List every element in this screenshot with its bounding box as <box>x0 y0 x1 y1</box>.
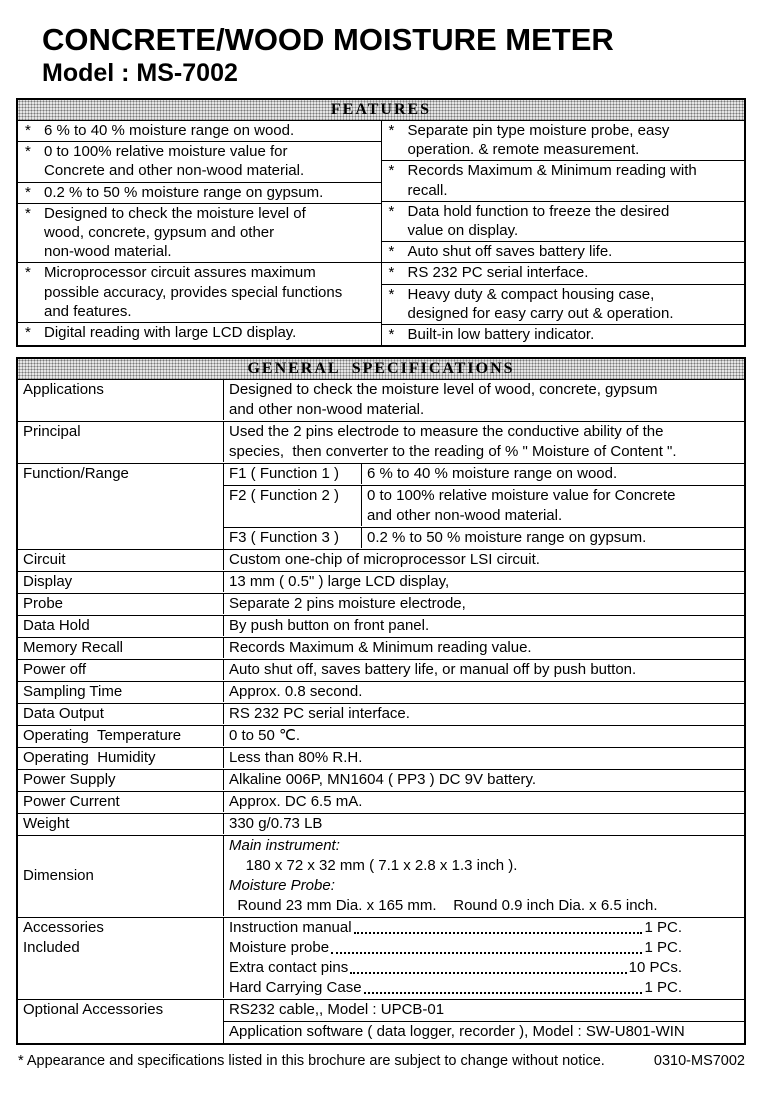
feature-item <box>18 121 381 141</box>
spec-value: Main instrument: 180 x 72 x 32 mm ( 7.1 x 2.8 x 1.3 inch ). Moisture Probe: Round 23 mm Dia. x 165 mm. Round 0.9 inch Dia. x 6.5 inch. <box>229 837 658 915</box>
feature-text: Records Maximum & Minimum reading with <box>407 162 697 180</box>
spec-row-operating-temperature: Operating Temperature 0 to 50 ℃. <box>18 725 744 747</box>
function-name: F1 ( Function 1 ) <box>224 464 362 484</box>
bullet-asterisk: * <box>388 285 395 303</box>
spec-row-dimension <box>18 835 744 917</box>
feature-text: Built-in low battery indicator. <box>407 326 595 344</box>
optional-row: RS232 cable,, Model : UPCB-01 <box>229 1001 445 1019</box>
accessory-item: Extra contact pins 10 PCs. <box>229 959 682 977</box>
feature-item <box>382 160 745 200</box>
specifications-table <box>16 357 746 1045</box>
spec-row-operating-humidity: Operating Humidity Less than 80% R.H. <box>18 747 744 769</box>
feature-text: operation. & remote measurement. <box>407 141 640 159</box>
spec-label: Principal <box>18 422 224 462</box>
bullet-asterisk: * <box>388 202 395 220</box>
spec-row-principal <box>18 421 744 463</box>
accessory-item: Instruction manual 1 PC. <box>229 919 682 937</box>
spec-row-applications <box>18 380 744 421</box>
feature-text: RS 232 PC serial interface. <box>407 264 589 282</box>
features-column-right <box>382 121 745 345</box>
bullet-asterisk: * <box>25 204 31 222</box>
function-desc: 0.2 % to 50 % moisture range on gypsum. <box>367 529 647 547</box>
title-block <box>0 0 761 88</box>
feature-text: possible accuracy, provides special functions <box>44 283 343 301</box>
feature-text: 0 to 100% relative moisture value for <box>44 143 288 161</box>
feature-item <box>18 141 381 181</box>
feature-item <box>382 241 745 262</box>
bullet-asterisk: * <box>388 264 395 282</box>
spec-row-weight: Weight 330 g/0.73 LB <box>18 813 744 835</box>
spec-row-accessories <box>18 917 744 999</box>
footer-doc-code: 0310-MS7002 <box>653 1053 745 1070</box>
feature-text: Concrete and other non-wood material. <box>44 162 305 180</box>
bullet-asterisk: * <box>388 162 395 180</box>
features-table <box>16 98 746 347</box>
optional-accessories-subtable <box>224 1000 744 1043</box>
spec-row-function-range <box>18 463 744 549</box>
function-desc: 0 to 100% relative moisture value for Concrete and other non-wood material. <box>367 487 676 525</box>
feature-text: designed for easy carry out & operation. <box>407 304 674 322</box>
spec-label: Applications <box>18 380 224 420</box>
function-row <box>224 527 744 549</box>
spec-row-memory-recall: Memory Recall Records Maximum & Minimum reading value. <box>18 637 744 659</box>
feature-text: Data hold function to freeze the desired <box>407 202 670 220</box>
features-body <box>18 121 744 345</box>
accessory-item: Moisture probe 1 PC. <box>229 939 682 957</box>
spec-label: Optional Accessories <box>18 1000 224 1043</box>
specifications-header: GENERAL SPECIFICATIONS <box>18 359 744 380</box>
dot-leader <box>350 972 626 974</box>
optional-row: Application software ( data logger, recorder ), Model : SW-U801-WIN <box>224 1021 744 1043</box>
features-column-left <box>18 121 382 345</box>
spec-value <box>224 918 744 998</box>
bullet-asterisk: * <box>388 326 395 344</box>
page-title: CONCRETE/WOOD MOISTURE METER <box>42 22 614 57</box>
model-number: Model : MS-7002 <box>42 59 238 87</box>
function-name: F2 ( Function 2 ) <box>224 486 362 526</box>
feature-item <box>18 182 381 203</box>
function-name: F3 ( Function 3 ) <box>224 528 362 548</box>
feature-item <box>18 322 381 343</box>
function-row <box>224 485 744 527</box>
dot-leader <box>364 992 643 994</box>
feature-item <box>382 284 745 324</box>
bullet-asterisk: * <box>25 183 31 201</box>
feature-item <box>18 262 381 322</box>
feature-text: value on display. <box>407 222 519 240</box>
feature-text: and features. <box>44 302 132 320</box>
features-header: FEATURES <box>18 100 744 121</box>
spec-row-probe: Probe Separate 2 pins moisture electrode, <box>18 593 744 615</box>
feature-item <box>382 324 745 345</box>
spec-row-circuit: Circuit Custom one-chip of microprocessor LSI circuit. <box>18 549 744 571</box>
spec-row-display: Display 13 mm ( 0.5" ) large LCD display, <box>18 571 744 593</box>
footer <box>18 1052 745 1070</box>
spec-row-data-hold: Data Hold By push button on front panel. <box>18 615 744 637</box>
spec-value: Designed to check the moisture level of wood, concrete, gypsum and other non-wood material. <box>229 381 658 419</box>
dot-leader <box>331 952 642 954</box>
feature-text: recall. <box>407 181 448 199</box>
feature-text: Microprocessor circuit assures maximum <box>44 264 316 282</box>
dot-leader <box>354 932 643 934</box>
spec-value: Used the 2 pins electrode to measure the conductive ability of the species, then converter to the reading of % " Moisture of Content ". <box>229 423 677 461</box>
feature-text: Auto shut off saves battery life. <box>407 243 613 261</box>
spec-row-power-off: Power off Auto shut off, saves battery life, or manual off by push button. <box>18 659 744 681</box>
function-range-subtable <box>224 464 744 549</box>
bullet-asterisk: * <box>388 243 395 261</box>
feature-text: non-wood material. <box>44 243 172 261</box>
feature-text: 6 % to 40 % moisture range on wood. <box>44 122 295 139</box>
spec-row-data-output: Data Output RS 232 PC serial interface. <box>18 703 744 725</box>
feature-item <box>382 121 745 160</box>
feature-text: Heavy duty & compact housing case, <box>407 285 655 303</box>
spec-row-sampling-time: Sampling Time Approx. 0.8 second. <box>18 681 744 703</box>
feature-text: Separate pin type moisture probe, easy <box>407 122 670 139</box>
bullet-asterisk: * <box>25 122 31 139</box>
bullet-asterisk: * <box>25 264 31 282</box>
feature-text: 0.2 % to 50 % moisture range on gypsum. <box>44 183 324 201</box>
spec-row-power-supply: Power Supply Alkaline 006P, MN1604 ( PP3 ) DC 9V battery. <box>18 769 744 791</box>
spec-label: Accessories Included <box>18 918 224 998</box>
feature-item <box>18 203 381 263</box>
feature-text: Designed to check the moisture level of <box>44 204 306 222</box>
specifications-body <box>18 380 744 1043</box>
spec-label: Dimension <box>18 836 224 916</box>
bullet-asterisk: * <box>25 324 31 342</box>
feature-text: Digital reading with large LCD display. <box>44 324 297 342</box>
feature-item <box>382 201 745 241</box>
spec-row-power-current: Power Current Approx. DC 6.5 mA. <box>18 791 744 813</box>
spec-label: Function/Range <box>18 464 224 549</box>
footer-disclaimer: * Appearance and specifications listed in this brochure are subject to change without notice. <box>18 1053 605 1070</box>
feature-text: wood, concrete, gypsum and other <box>44 224 275 242</box>
bullet-asterisk: * <box>388 122 395 139</box>
function-desc: 6 % to 40 % moisture range on wood. <box>367 465 618 483</box>
bullet-asterisk: * <box>25 143 31 161</box>
accessory-item: Hard Carrying Case 1 PC. <box>229 979 682 997</box>
spec-row-optional-accessories <box>18 999 744 1043</box>
feature-item <box>382 262 745 283</box>
function-row <box>224 464 744 485</box>
